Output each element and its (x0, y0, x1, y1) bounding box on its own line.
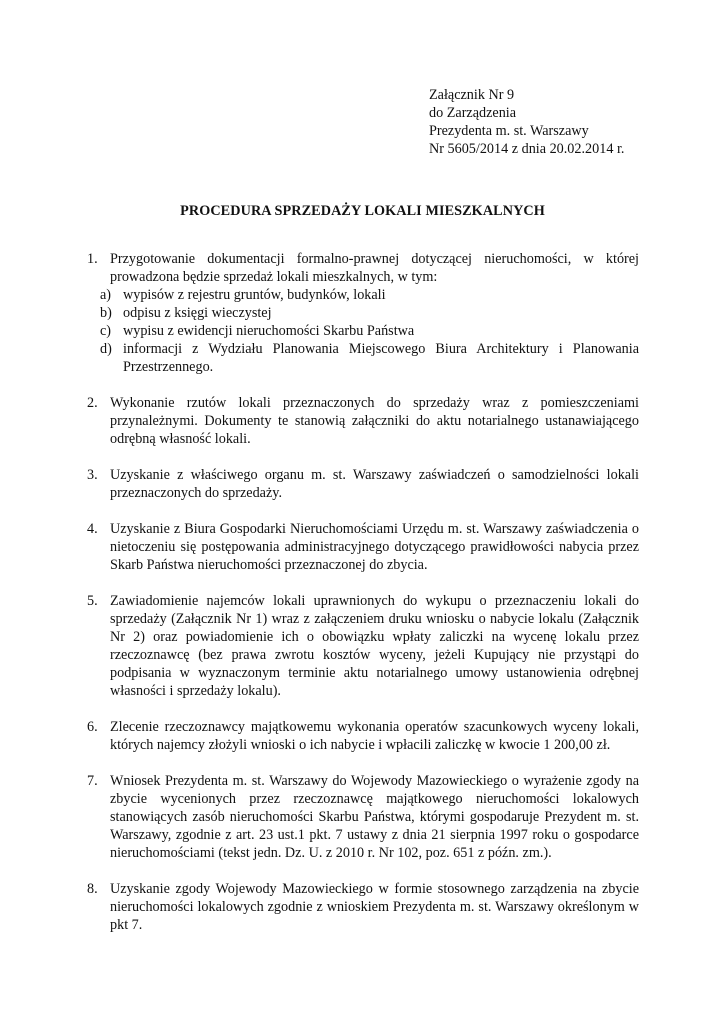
sub-text: informacji z Wydziału Planowania Miejscowego Biura Architektury i Planowania Przestrzennego. (123, 341, 639, 375)
sub-list (100, 286, 639, 376)
attachment-order-number: Nr 5605/2014 z dnia 20.02.2014 r. (429, 141, 625, 157)
attachment-header (429, 86, 689, 158)
document-title: PROCEDURA SPRZEDAŻY LOKALI MIESZKALNYCH (180, 203, 545, 219)
procedure-item (87, 592, 639, 700)
attachment-issuer: Prezydenta m. st. Warszawy (429, 123, 589, 139)
item-text: Wykonanie rzutów lokali przeznaczonych do sprzedaży wraz z pomieszczeniami przynależnymi. Dokumenty te stanowią załączniki do aktu notarialnego ustanawiającego odrębną własność lokali. (110, 395, 639, 447)
item-number: 3. (87, 467, 98, 483)
sub-letter: d) (100, 341, 112, 357)
item-text: Uzyskanie z Biura Gospodarki Nieruchomościami Urzędu m. st. Warszawy zaświadczenia o nietoczeniu się postępowania administracyjnego dotyczącego prawidłowości nabycia przez Skarb Państwa nieruchomości przeznaczonej do zbycia. (110, 521, 639, 573)
sub-text: odpisu z księgi wieczystej (123, 305, 272, 321)
item-text: Zawiadomienie najemców lokali uprawnionych do wykupu o przeznaczeniu lokali do sprzedaży (Załącznik Nr 1) wraz z załączeniem druku wniosku o nabycie lokalu (Załącznik Nr 2) oraz powiadomienie ich o obowiązku wpłaty zaliczki na wycenę lokalu przez rzeczoznawcę (bez prawa zwrotu kosztów wyceny, jeżeli Kupujący nie przystąpi do podpisania w wyznaczonym terminie aktu notarialnego umowy ustanowienia odrębnej własności i sprzedaży lokalu). (110, 593, 639, 699)
item-number: 2. (87, 395, 98, 411)
sub-text: wypisu z ewidencji nieruchomości Skarbu Państwa (123, 323, 415, 339)
procedure-item (87, 250, 639, 376)
sub-letter: a) (100, 287, 112, 303)
item-number: 7. (87, 773, 98, 789)
sub-item (100, 322, 639, 340)
attachment-ref: do Zarządzenia (429, 105, 517, 121)
sub-item (100, 304, 639, 322)
item-number: 6. (87, 719, 98, 735)
procedure-item (87, 466, 639, 502)
procedure-item (87, 772, 639, 862)
item-number: 1. (87, 251, 98, 267)
sub-text: wypisów z rejestru gruntów, budynków, lokali (123, 287, 386, 303)
procedure-list (87, 250, 639, 952)
sub-item (100, 340, 639, 376)
item-text: Uzyskanie z właściwego organu m. st. Warszawy zaświadczeń o samodzielności lokali przeznaczonych do sprzedaży. (110, 467, 639, 501)
procedure-item (87, 394, 639, 448)
item-text: Uzyskanie zgody Wojewody Mazowieckiego w formie stosownego zarządzenia na zbycie nieruchomości lokalowych zgodnie z wnioskiem Prezydenta m. st. Warszawy określonym w pkt 7. (110, 881, 639, 933)
procedure-item (87, 880, 639, 934)
item-number: 8. (87, 881, 98, 897)
item-text: Przygotowanie dokumentacji formalno-prawnej dotyczącej nieruchomości, w której prowadzona będzie sprzedaż lokali mieszkalnych, w tym: (110, 251, 639, 285)
item-number: 4. (87, 521, 98, 537)
attachment-number: Załącznik Nr 9 (429, 87, 515, 103)
item-text: Zlecenie rzeczoznawcy majątkowemu wykonania operatów szacunkowych wyceny lokali, których najemcy złożyli wnioski o ich nabycie i wpłacili zaliczkę w kwocie 1 200,00 zł. (110, 719, 639, 753)
item-number: 5. (87, 593, 98, 609)
procedure-item (87, 520, 639, 574)
procedure-item (87, 718, 639, 754)
sub-letter: c) (100, 323, 112, 339)
sub-letter: b) (100, 305, 112, 321)
sub-item (100, 286, 639, 304)
item-text: Wniosek Prezydenta m. st. Warszawy do Wojewody Mazowieckiego o wyrażenie zgody na zbycie wycenionych przez rzeczoznawcę majątkowego nieruchomości lokalowych stanowiących zasób nieruchomości Skarbu Państwa, którymi gospodaruje Prezydent m. st. Warszawy, zgodnie z art. 23 ust.1 pkt. 7 ustawy z dnia 21 sierpnia 1997 roku o gospodarce nieruchomościami (tekst jedn. Dz. U. z 2010 r. Nr 102, poz. 651 z późn. zm.). (110, 773, 639, 861)
